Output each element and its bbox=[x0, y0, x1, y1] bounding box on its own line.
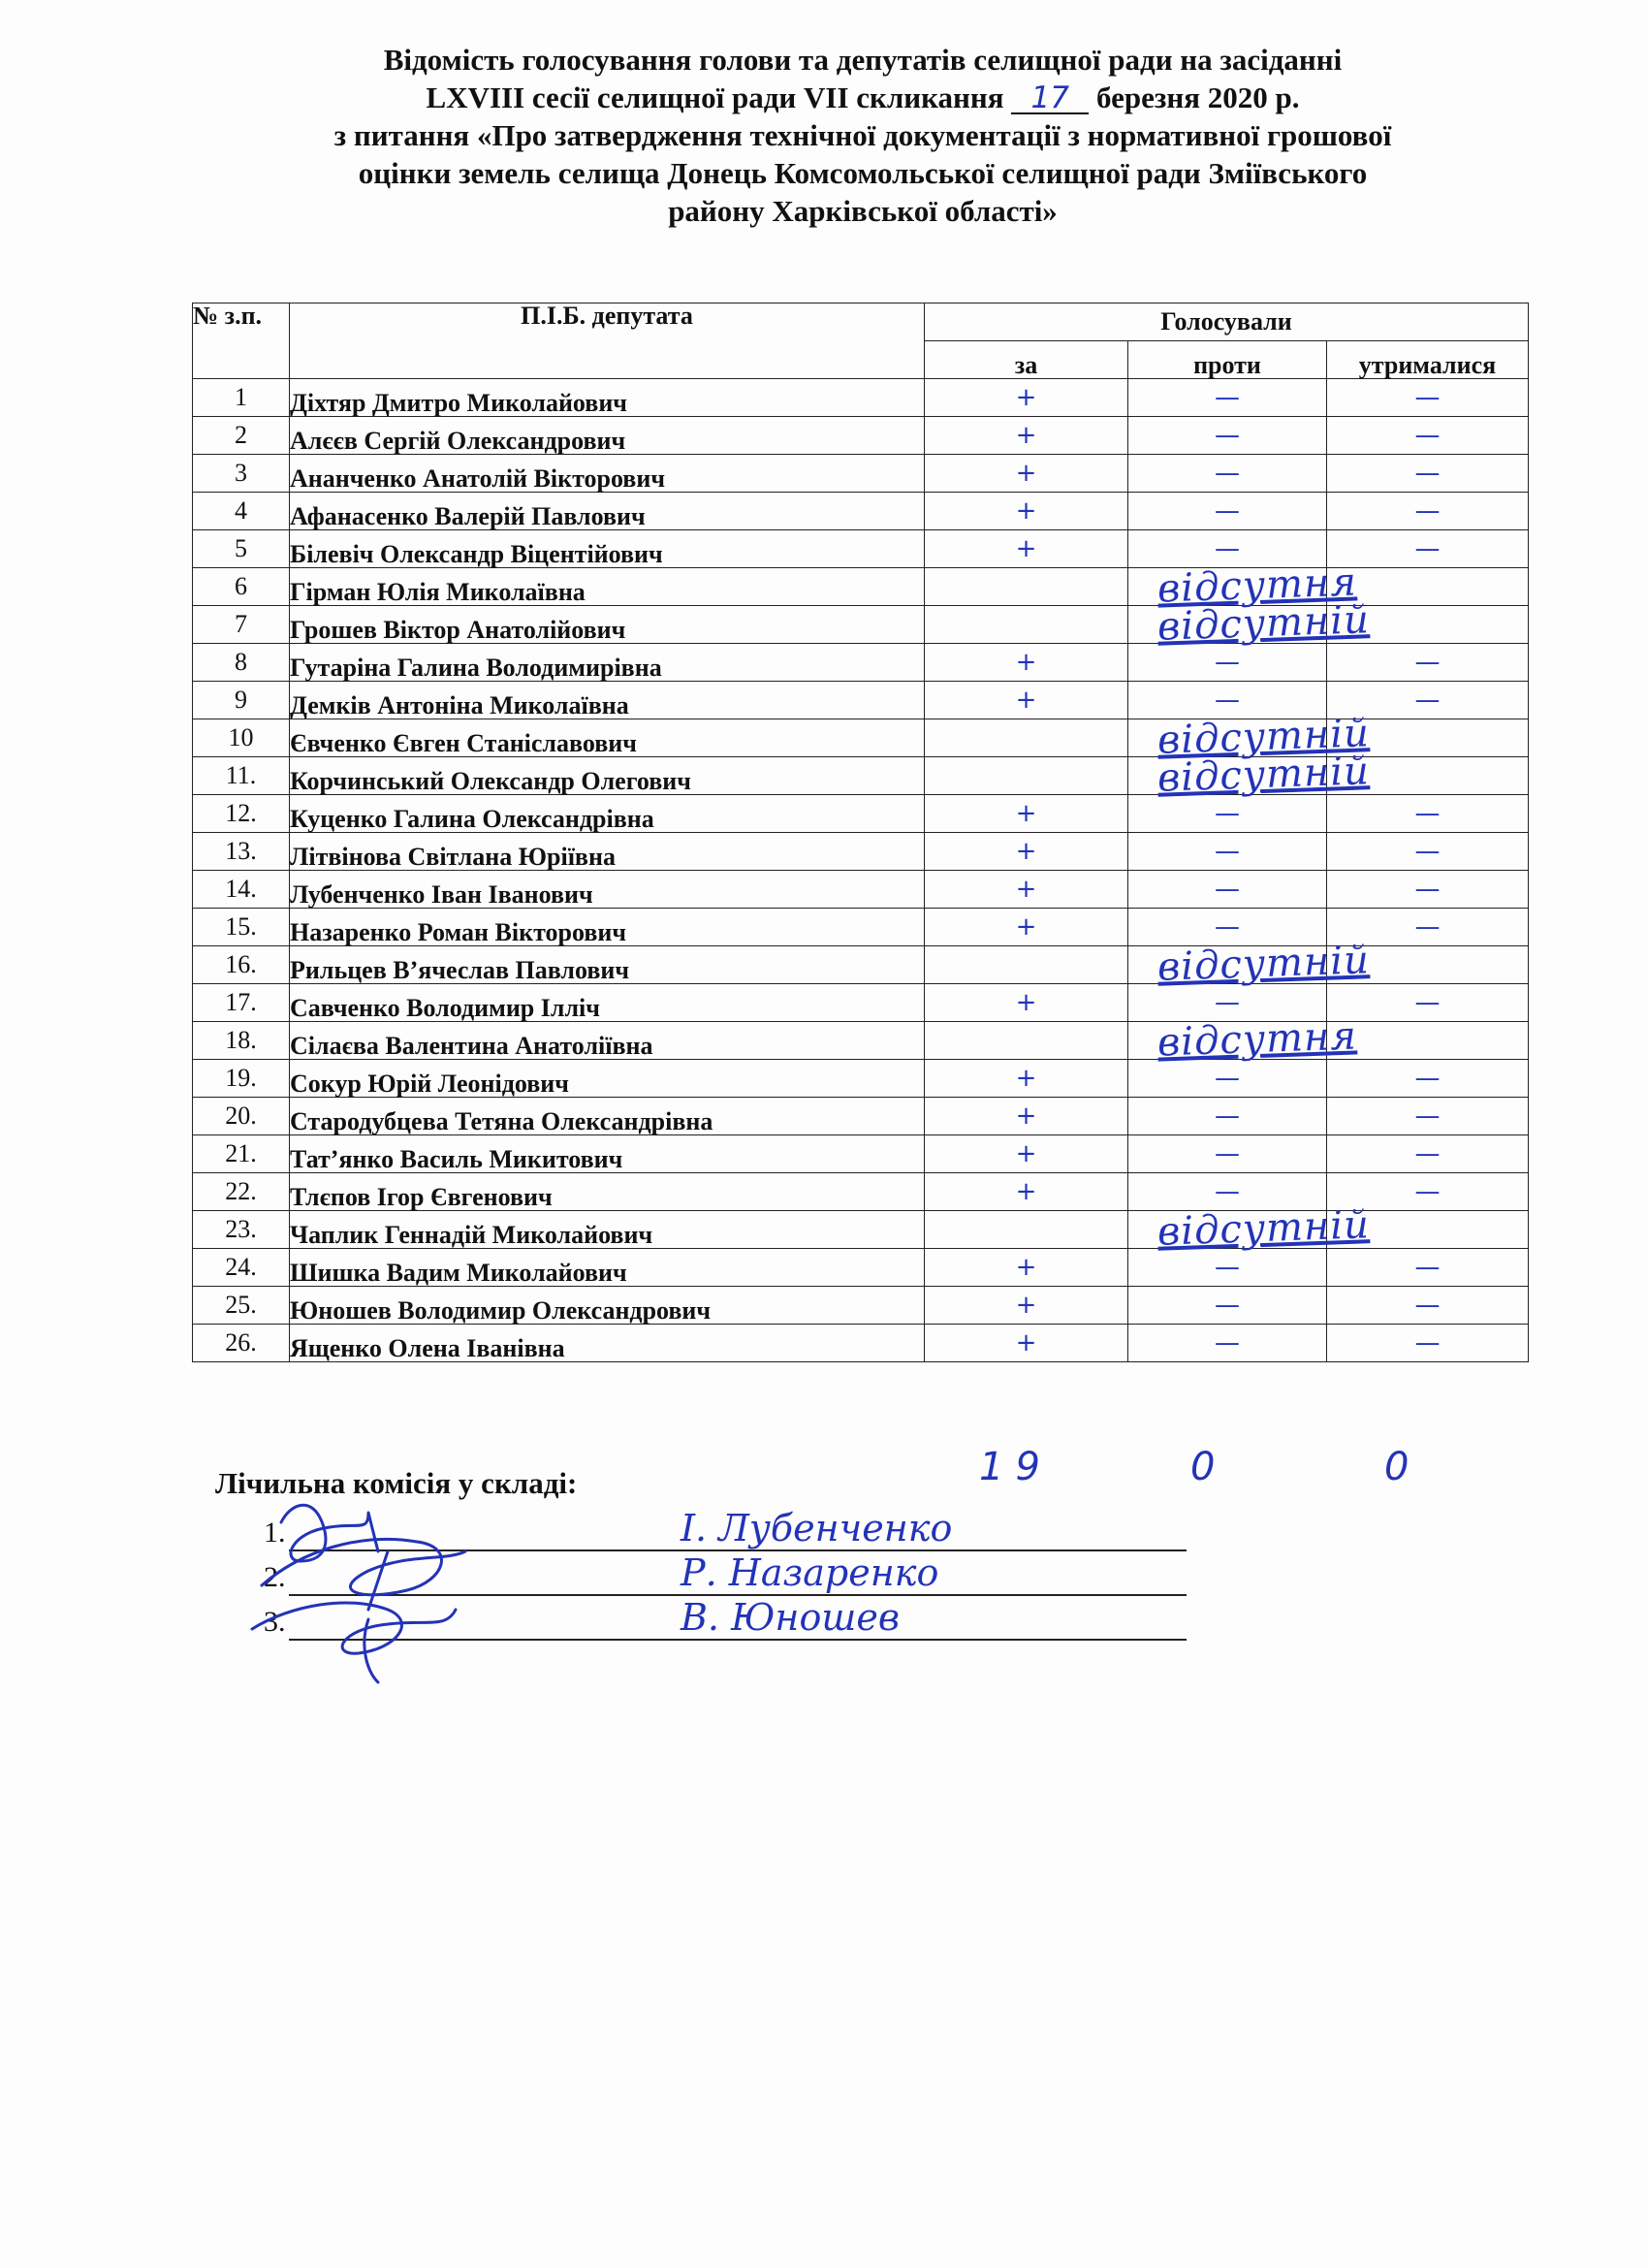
vote-for: + bbox=[925, 1135, 1128, 1173]
table-row bbox=[193, 379, 1529, 417]
row-number: 23. bbox=[193, 1211, 290, 1249]
row-number: 25. bbox=[193, 1287, 290, 1325]
table-row bbox=[193, 1249, 1529, 1287]
vote-for: + bbox=[925, 1098, 1128, 1135]
vote-against: — bbox=[1128, 871, 1327, 909]
vote-for: + bbox=[925, 871, 1128, 909]
vote-against: — bbox=[1128, 1060, 1327, 1098]
row-number: 16. bbox=[193, 946, 290, 984]
vote-against: — bbox=[1128, 682, 1327, 719]
member-index: 1. bbox=[264, 1517, 286, 1549]
deputy-name: Ананченко Анатолій Вікторович bbox=[290, 455, 925, 493]
vote-against: — bbox=[1128, 417, 1327, 455]
row-number: 15. bbox=[193, 909, 290, 946]
deputy-name: Чаплик Геннадій Миколайович bbox=[290, 1211, 925, 1249]
vote-for bbox=[925, 711, 1371, 763]
deputy-name: Сілаєва Валентина Анатоліївна bbox=[290, 1022, 925, 1060]
vote-for: + bbox=[925, 682, 1128, 719]
vote-abstained: — bbox=[1327, 644, 1529, 682]
title-line-1: Відомість голосування голови та депутатів селищної ради на засіданні bbox=[383, 43, 1343, 77]
document-title bbox=[184, 41, 1541, 230]
table-row bbox=[193, 1325, 1529, 1362]
member-name: В. Юношев bbox=[681, 1596, 900, 1639]
row-number: 14. bbox=[193, 871, 290, 909]
absent-note: відсутня bbox=[1156, 559, 1358, 612]
table-row bbox=[193, 946, 1529, 984]
total-for: 19 bbox=[979, 1445, 1052, 1489]
deputy-name: Тат’янко Василь Микитович bbox=[290, 1135, 925, 1173]
table-row bbox=[193, 795, 1529, 833]
vote-for bbox=[925, 597, 1371, 650]
vote-for: + bbox=[925, 493, 1128, 530]
vote-against: — bbox=[1128, 833, 1327, 871]
vote-for: + bbox=[925, 1249, 1128, 1287]
absent-note: відсутній bbox=[1156, 749, 1371, 801]
vote-against: — bbox=[1128, 493, 1327, 530]
row-number: 3 bbox=[193, 455, 290, 493]
vote-for: + bbox=[925, 833, 1128, 871]
session-date-day: 17 bbox=[1011, 83, 1089, 114]
vote-abstained: — bbox=[1327, 984, 1529, 1022]
total-against: 0 bbox=[1190, 1445, 1216, 1489]
vote-abstained: — bbox=[1327, 1060, 1529, 1098]
header-voted: Голосували bbox=[925, 303, 1529, 341]
deputy-name: Тлєпов Ігор Євгенович bbox=[290, 1173, 925, 1211]
table-row bbox=[193, 455, 1529, 493]
signature-1 bbox=[281, 1505, 378, 1561]
commission-label: Лічильна комісія у складі: bbox=[215, 1466, 578, 1500]
vote-for: + bbox=[925, 455, 1128, 493]
member-index: 3. bbox=[264, 1606, 286, 1638]
row-number: 24. bbox=[193, 1249, 290, 1287]
vote-abstained: — bbox=[1327, 379, 1529, 417]
deputy-name: Гірман Юлія Миколаївна bbox=[290, 568, 925, 606]
table-row bbox=[193, 417, 1529, 455]
deputy-name: Ященко Олена Іванівна bbox=[290, 1325, 925, 1362]
absent-note: відсутній bbox=[1156, 938, 1371, 990]
vote-for bbox=[925, 559, 1358, 612]
vote-against: — bbox=[1128, 455, 1327, 493]
table-row bbox=[193, 1211, 1529, 1249]
vote-for: + bbox=[925, 530, 1128, 568]
row-number: 5 bbox=[193, 530, 290, 568]
row-number: 19. bbox=[193, 1060, 290, 1098]
vote-for: + bbox=[925, 1173, 1128, 1211]
vote-against: — bbox=[1128, 530, 1327, 568]
table-row bbox=[193, 606, 1529, 644]
total-abstained: 0 bbox=[1384, 1445, 1409, 1489]
row-number: 11. bbox=[193, 757, 290, 795]
vote-abstained: — bbox=[1327, 795, 1529, 833]
row-number: 13. bbox=[193, 833, 290, 871]
title-line-4: оцінки земель селища Донець Комсомольської селищної ради Зміївського bbox=[358, 156, 1368, 190]
vote-for: + bbox=[925, 644, 1128, 682]
vote-for bbox=[925, 1202, 1371, 1255]
vote-for bbox=[925, 938, 1371, 990]
vote-abstained: — bbox=[1327, 871, 1529, 909]
row-number: 10 bbox=[193, 719, 290, 757]
row-number: 20. bbox=[193, 1098, 290, 1135]
deputy-name: Грошев Віктор Анатолійович bbox=[290, 606, 925, 644]
header-num bbox=[193, 303, 290, 379]
vote-against: — bbox=[1128, 1287, 1327, 1325]
row-number: 7 bbox=[193, 606, 290, 644]
deputy-name: Демків Антоніна Миколаївна bbox=[290, 682, 925, 719]
row-number: 6 bbox=[193, 568, 290, 606]
table-row bbox=[193, 1287, 1529, 1325]
vote-abstained: — bbox=[1327, 1135, 1529, 1173]
deputy-name: Афанасенко Валерій Павлович bbox=[290, 493, 925, 530]
table-row bbox=[193, 757, 1529, 795]
voting-rows bbox=[193, 379, 1529, 1362]
vote-abstained: — bbox=[1327, 833, 1529, 871]
title-line-3: з питання «Про затвердження технічної документації з нормативної грошової bbox=[333, 118, 1392, 152]
vote-against: — bbox=[1128, 909, 1327, 946]
row-number: 21. bbox=[193, 1135, 290, 1173]
title-line-2-text: LXVIII сесії селищної ради VII скликання bbox=[426, 80, 1004, 114]
deputy-name: Євченко Євген Станіславович bbox=[290, 719, 925, 757]
table-row bbox=[193, 1098, 1529, 1135]
vote-for: + bbox=[925, 795, 1128, 833]
deputy-name: Білевіч Олександр Віцентійович bbox=[290, 530, 925, 568]
vote-abstained: — bbox=[1327, 455, 1529, 493]
table-row bbox=[193, 833, 1529, 871]
row-number: 9 bbox=[193, 682, 290, 719]
deputy-name: Сокур Юрій Леонідович bbox=[290, 1060, 925, 1098]
vote-abstained: — bbox=[1327, 417, 1529, 455]
header-name: П.І.Б. депутата bbox=[290, 303, 925, 379]
table-row bbox=[193, 1135, 1529, 1173]
vote-abstained: — bbox=[1327, 682, 1529, 719]
vote-against: — bbox=[1128, 1135, 1327, 1173]
member-name: Р. Назаренко bbox=[681, 1551, 939, 1594]
vote-against: — bbox=[1128, 1249, 1327, 1287]
vote-abstained: — bbox=[1327, 1173, 1529, 1211]
header-num-label: № з.п. bbox=[193, 302, 263, 330]
row-number: 18. bbox=[193, 1022, 290, 1060]
vote-for: + bbox=[925, 984, 1128, 1022]
table-row bbox=[193, 1022, 1529, 1060]
vote-for: + bbox=[925, 1287, 1128, 1325]
deputy-name: Діхтяр Дмитро Миколайович bbox=[290, 379, 925, 417]
vote-abstained: — bbox=[1327, 530, 1529, 568]
vote-for bbox=[925, 1013, 1358, 1066]
vote-for: + bbox=[925, 909, 1128, 946]
vote-for: + bbox=[925, 417, 1128, 455]
vote-against: — bbox=[1128, 795, 1327, 833]
row-number: 12. bbox=[193, 795, 290, 833]
vote-for bbox=[925, 749, 1371, 801]
vote-abstained: — bbox=[1327, 1287, 1529, 1325]
vote-against: — bbox=[1128, 644, 1327, 682]
row-number: 22. bbox=[193, 1173, 290, 1211]
member-name: І. Лубенченко bbox=[681, 1507, 953, 1549]
vote-against: — bbox=[1128, 379, 1327, 417]
session-date-rest: березня 2020 р. bbox=[1096, 80, 1300, 114]
vote-against: — bbox=[1128, 1325, 1327, 1362]
voting-table bbox=[192, 303, 1529, 1362]
vote-for: + bbox=[925, 1060, 1128, 1098]
deputy-name: Літвінова Світлана Юріївна bbox=[290, 833, 925, 871]
member-index: 2. bbox=[264, 1561, 286, 1593]
deputy-name: Куценко Галина Олександрівна bbox=[290, 795, 925, 833]
vote-against: — bbox=[1128, 1173, 1327, 1211]
table-row bbox=[193, 1060, 1529, 1098]
row-number: 8 bbox=[193, 644, 290, 682]
deputy-name: Рильцев В’ячеслав Павлович bbox=[290, 946, 925, 984]
table-row bbox=[193, 493, 1529, 530]
absent-note: відсутній bbox=[1156, 711, 1371, 763]
vote-abstained: — bbox=[1327, 1325, 1529, 1362]
deputy-name: Шишка Вадим Миколайович bbox=[290, 1249, 925, 1287]
header-for: за bbox=[925, 341, 1128, 379]
title-line-2 bbox=[184, 79, 1541, 116]
row-number: 26. bbox=[193, 1325, 290, 1362]
vote-against: — bbox=[1128, 984, 1327, 1022]
header-abstained: утрималися bbox=[1327, 341, 1529, 379]
vote-abstained: — bbox=[1327, 909, 1529, 946]
deputy-name: Лубенченко Іван Іванович bbox=[290, 871, 925, 909]
handwritten-signatures bbox=[223, 1493, 630, 1687]
deputy-name: Юношев Володимир Олександрович bbox=[290, 1287, 925, 1325]
vote-for: + bbox=[925, 379, 1128, 417]
vote-against: — bbox=[1128, 1098, 1327, 1135]
row-number: 1 bbox=[193, 379, 290, 417]
row-number: 4 bbox=[193, 493, 290, 530]
header-against: проти bbox=[1128, 341, 1327, 379]
deputy-name: Корчинський Олександр Олегович bbox=[290, 757, 925, 795]
deputy-name: Назаренко Роман Вікторович bbox=[290, 909, 925, 946]
deputy-name: Алєєв Сергій Олександрович bbox=[290, 417, 925, 455]
row-number: 2 bbox=[193, 417, 290, 455]
deputy-name: Стародубцева Тетяна Олександрівна bbox=[290, 1098, 925, 1135]
title-line-5: району Харківської області» bbox=[668, 194, 1058, 228]
deputy-name: Савченко Володимир Ілліч bbox=[290, 984, 925, 1022]
table-row bbox=[193, 871, 1529, 909]
signature-3 bbox=[252, 1603, 456, 1682]
row-number: 17. bbox=[193, 984, 290, 1022]
absent-note: відсутній bbox=[1156, 597, 1371, 650]
absent-note: відсутній bbox=[1156, 1202, 1371, 1255]
vote-abstained: — bbox=[1327, 493, 1529, 530]
table-row bbox=[193, 644, 1529, 682]
deputy-name: Гутаріна Галина Володимирівна bbox=[290, 644, 925, 682]
vote-abstained: — bbox=[1327, 1249, 1529, 1287]
vote-abstained: — bbox=[1327, 1098, 1529, 1135]
absent-note: відсутня bbox=[1156, 1013, 1358, 1066]
vote-for: + bbox=[925, 1325, 1128, 1362]
